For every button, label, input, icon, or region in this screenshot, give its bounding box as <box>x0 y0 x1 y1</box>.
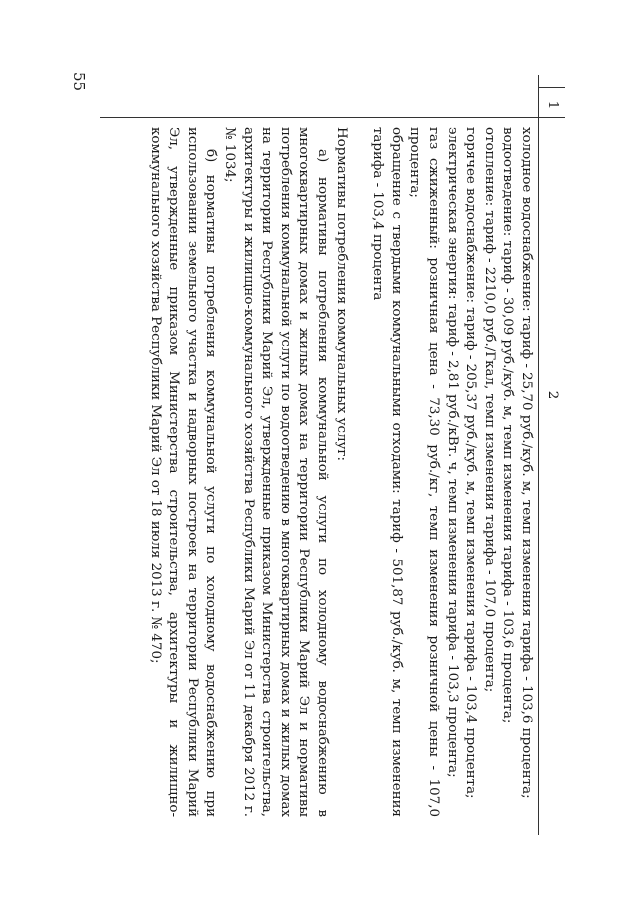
tariff-solid-waste: обращение с твердыми коммунальными отходами: тариф - 501,87 руб./куб. м, темп изменения тарифа - 103,4 процента <box>370 127 404 817</box>
column-1-header: 1 <box>545 100 560 110</box>
page-number: 55 <box>70 72 88 92</box>
table-header-row <box>538 75 565 835</box>
column-2-header: 2 <box>545 390 560 400</box>
tariff-electricity: электрическая энергия: тариф - 2,81 руб./кВт. ч, темп изменения тарифа - 103,3 процента; <box>444 127 460 778</box>
norms-heading: Нормативы потребления коммунальных услуг: <box>333 127 349 461</box>
tariff-liquefied-gas: газ сжиженный: розничная цена - 73,30 руб./кг, темп изменения розничной цены - 107,0 процента; <box>407 127 442 817</box>
norms-item-a: а) нормативы потребления коммунальной услуги по холодному водоснабжению в многоквартирных домах и жилых домах на территории Республики Марий Эл и нормативы потребления коммунальной услуги по водоотведению в многоквартирных домах и жилых домах на территории Республики Марий Эл, утвержденные приказом Министерства строительства, архитектуры и жилищно-коммунального хозяйства Республики Марий Эл от 11 декабря 2012 г. № 1034; <box>222 127 331 817</box>
table-cell-content <box>145 127 535 817</box>
tariff-cold-water: холодное водоснабжение: тариф - 25,70 руб./куб. м, темп изменения тарифа - 103,6 процента; <box>519 127 534 799</box>
norms-item-b: б) нормативы потребления коммунальной услуги по холодному водоснабжению при использовании земельного участка и надворных построек на территории Республики Марий Эл, утвержденные приказом Министерства строительства, архитектуры и жилищно-коммунального хозяйства Республики Марий Эл от 18 июля 2013 г. № 470; <box>147 127 219 817</box>
table-column-divider <box>100 117 565 118</box>
tariff-hot-water: горячее водоснабжение: тариф - 205,37 руб./куб. м, темп изменения тарифа - 103,4 процента; <box>463 127 479 799</box>
tariff-heating: отопление: тариф - 2210,0 руб./Гкал, темп изменения тарифа - 107,0 процента; <box>481 127 497 693</box>
rotated-table-sheet <box>100 75 565 835</box>
table-left-border <box>539 87 565 88</box>
tariff-drainage: водоотведение: тариф - 30,09 руб./куб. м, темп изменения тарифа - 103,6 процента; <box>500 127 516 724</box>
